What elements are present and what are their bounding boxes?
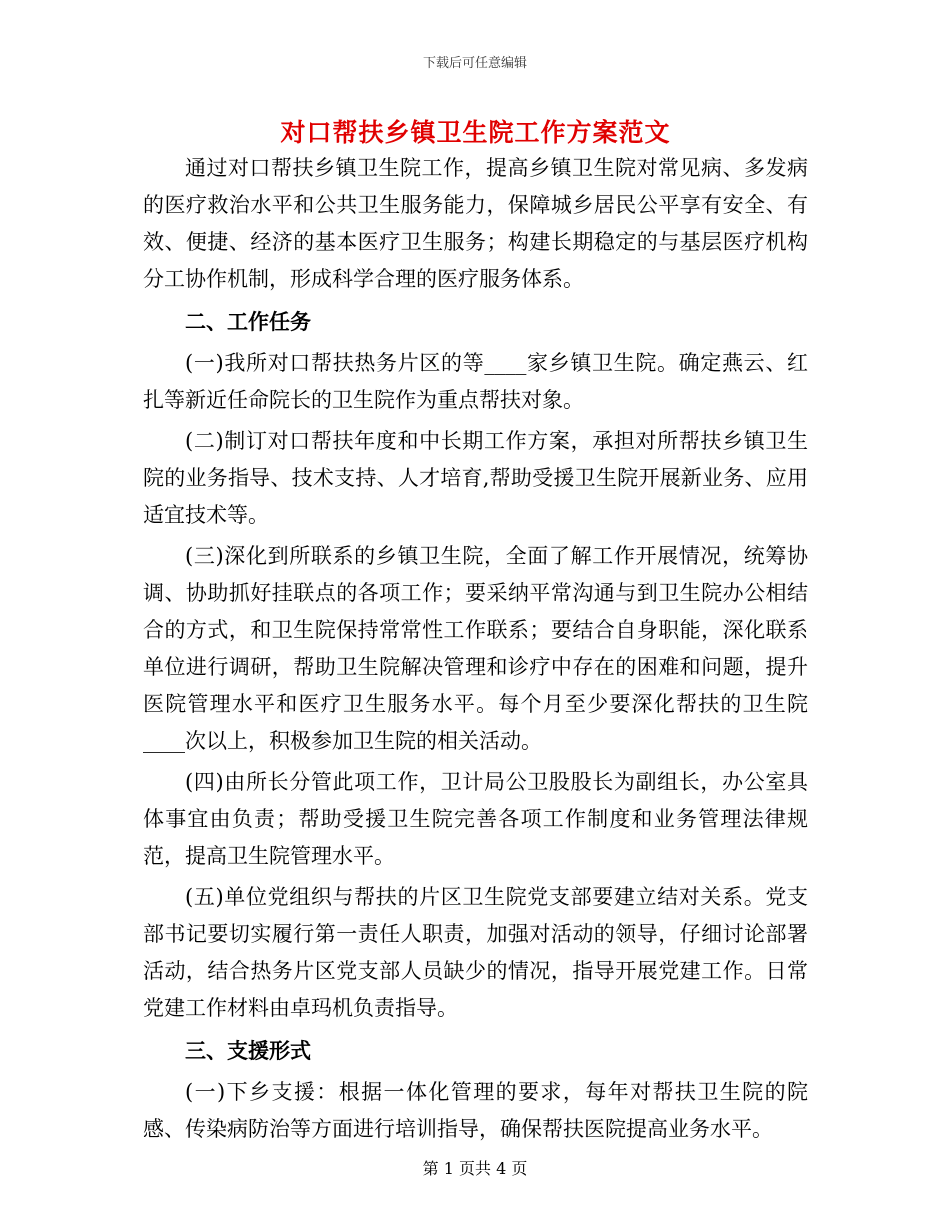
page-footer: 第 1 页共 4 页 bbox=[422, 1159, 528, 1178]
task-item-2: (二)制订对口帮扶年度和中长期工作方案，承担对所帮扶乡镇卫生院的业务指导、技术支持、人才培育,帮助受援卫生院开展新业务、应用适宜技术等。 bbox=[143, 429, 808, 527]
support-item-1: (一)下乡支援：根据一体化管理的要求，每年对帮扶卫生院的院感、传染病防治等方面进行培训指导，确保帮扶医院提高业务水平。 bbox=[143, 1080, 808, 1141]
intro-paragraph: 通过对口帮扶乡镇卫生院工作，提高乡镇卫生院对常见病、多发病的医疗救治水平和公共卫生服务能力，保障城乡居民公平享有安全、有效、便捷、经济的基本医疗卫生服务；构建长期稳定的与基层医疗机构分工协作机制，形成科学合理的医疗服务体系。 bbox=[143, 156, 808, 291]
task-item-4: (四)由所长分管此项工作，卫计局公卫股股长为副组长，办公室具体事宜由负责；帮助受援卫生院完善各项工作制度和业务管理法律规范，提高卫生院管理水平。 bbox=[143, 770, 808, 868]
page-header: 下载后可任意编辑 bbox=[422, 56, 527, 71]
document-title: 对口帮扶乡镇卫生院工作方案范文 bbox=[280, 118, 671, 147]
task-item-5: (五)单位党组织与帮扶的片区卫生院党支部要建立结对关系。党支部书记要切实履行第一责任人职责，加强对活动的领导，仔细讨论部署活动，结合热务片区党支部人员缺少的情况，指导开展党建工作。日常党建工作材料由卓玛机负责指导。 bbox=[143, 885, 808, 1020]
section-heading-support: 三、支援形式 bbox=[185, 1038, 311, 1063]
task-item-1: (一)我所对口帮扶热务片区的等____家乡镇卫生院。确定燕云、红扎等新近任命院长的卫生院作为重点帮扶对象。 bbox=[143, 351, 808, 412]
document-body bbox=[143, 150, 808, 1152]
task-item-3: (三)深化到所联系的乡镇卫生院，全面了解工作开展情况，统筹协调、协助抓好挂联点的各项工作；要采纳平常沟通与到卫生院办公相结合的方式，和卫生院保持常常性工作联系；要结合自身职能，深化联系单位进行调研，帮助卫生院解决管理和诊疗中存在的困难和问题，提升医院管理水平和医疗卫生服务水平。每个月至少要深化帮扶的卫生院____次以上，积极参加卫生院的相关活动。 bbox=[143, 544, 808, 753]
section-heading-tasks: 二、工作任务 bbox=[185, 309, 311, 334]
